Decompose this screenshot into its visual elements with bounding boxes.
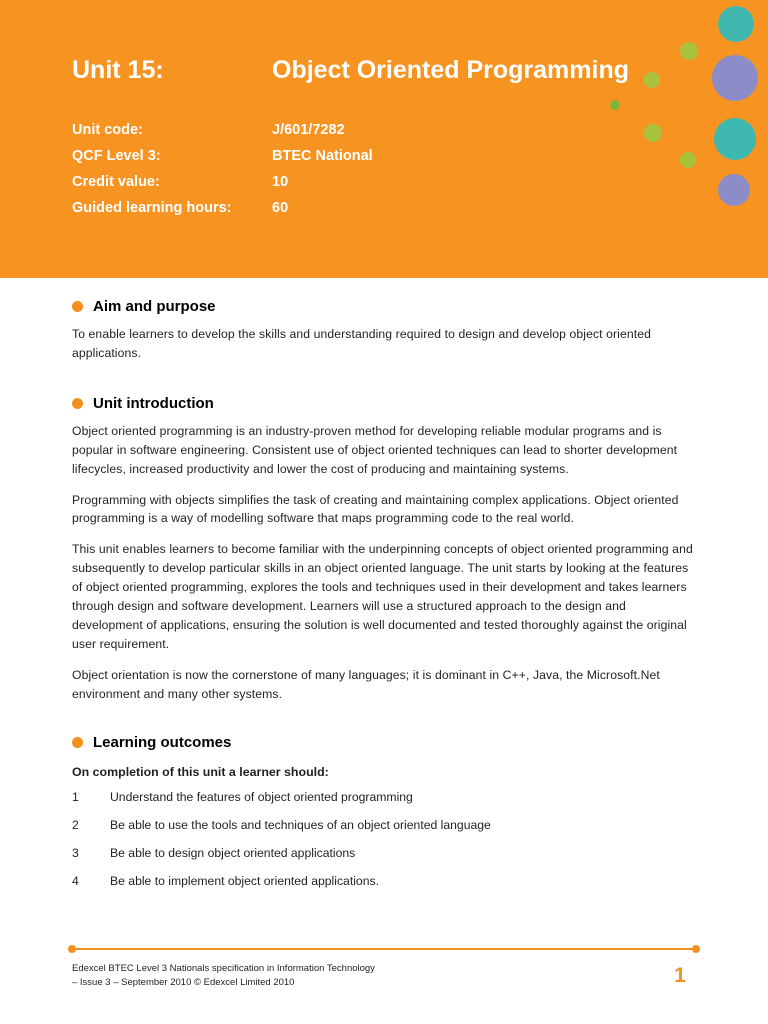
list-item xyxy=(72,873,696,890)
decor-circle-green-5 xyxy=(680,152,696,168)
page-header-banner xyxy=(0,0,768,278)
list-item-text: Be able to implement object oriented applications. xyxy=(110,873,379,888)
introduction-paragraph-1: Object oriented programming is an industry-proven method for developing reliable modular programs and is popular in software engineering. Consistent use of object oriented techniques can lead to shorter development lifecycles, increased productivity and lower the cost of producing and maintaining systems. xyxy=(72,423,678,476)
header-content xyxy=(72,55,672,226)
section-heading-aim-label: Aim and purpose xyxy=(93,298,216,315)
meta-value-credit-value: 10 xyxy=(272,174,289,191)
introduction-paragraph-3: This unit enables learners to become familiar with the underpinning concepts of object oriented programming and subsequently to develop particular skills in an object oriented language. The unit starts by looking at the features of object oriented programming, explores the tools and techniques used in their development and takes learners through design and software development. Learners will use a structured approach to the design and development of applications, ensuring the solution is well documented and tested thoroughly against the original user requirement. xyxy=(72,542,693,651)
list-item xyxy=(72,845,696,862)
list-item-text: Be able to use the tools and techniques of an object oriented language xyxy=(110,817,491,832)
decor-circle-teal-2 xyxy=(714,118,756,160)
unit-number: Unit 15: xyxy=(72,56,164,84)
aim-paragraph-1: To enable learners to develop the skills and understanding required to design and develop object oriented applications. xyxy=(72,327,651,360)
unit-metadata xyxy=(72,122,672,216)
decor-circle-purple-2 xyxy=(718,174,750,206)
footer-text xyxy=(72,962,375,991)
bullet-dot-icon xyxy=(72,301,83,312)
bullet-dot-icon xyxy=(72,398,83,409)
meta-row-unit-code xyxy=(72,122,672,138)
meta-row-qcf-level xyxy=(72,148,672,164)
list-item xyxy=(72,817,696,834)
section-heading-learning-outcomes xyxy=(72,734,768,751)
list-item xyxy=(72,789,696,806)
list-item-text: Understand the features of object oriented programming xyxy=(110,789,413,804)
list-item-text: Be able to design object oriented applications xyxy=(110,845,356,860)
page-body xyxy=(0,278,768,901)
page-footer xyxy=(0,948,768,1024)
meta-row-credit-value xyxy=(72,174,672,190)
meta-label-guided-learning-hours: Guided learning hours: xyxy=(72,200,232,217)
meta-value-guided-learning-hours: 60 xyxy=(272,200,289,217)
section-heading-introduction-label: Unit introduction xyxy=(93,394,214,412)
decor-circle-purple-1 xyxy=(712,55,758,101)
footer-dot-left-icon xyxy=(68,945,76,953)
list-item-number: 1 xyxy=(72,789,79,804)
list-item-number: 4 xyxy=(72,873,79,888)
decor-circle-teal-1 xyxy=(718,6,754,42)
page-title xyxy=(72,55,672,86)
learning-outcomes-list xyxy=(72,789,696,890)
footer-line-2: – Issue 3 – September 2010 © Edexcel Limited 2010 xyxy=(72,977,295,989)
introduction-paragraph-2: Programming with objects simplifies the task of creating and maintaining complex applications. Object oriented programming is a way of modelling software that maps programming code to the real world. xyxy=(72,492,679,526)
footer-line-1: Edexcel BTEC Level 3 Nationals specification in Information Technology xyxy=(72,963,375,974)
unit-title: Object Oriented Programming xyxy=(272,56,630,84)
list-item-number: 3 xyxy=(72,845,79,860)
meta-value-unit-code: J/601/7282 xyxy=(272,122,345,139)
bullet-dot-icon xyxy=(72,737,83,748)
meta-label-qcf-level: QCF Level 3: xyxy=(72,148,161,165)
meta-row-guided-learning-hours xyxy=(72,200,672,216)
introduction-paragraph-4: Object orientation is now the cornerstone of many languages; it is dominant in C++, Java, the Microsoft.Net environment and many other systems. xyxy=(72,667,660,701)
decor-circle-green-1 xyxy=(680,42,698,60)
meta-label-unit-code: Unit code: xyxy=(72,122,143,139)
section-heading-learning-outcomes-label: Learning outcomes xyxy=(93,733,232,751)
meta-label-credit-value: Credit value: xyxy=(72,174,160,191)
section-heading-aim xyxy=(72,298,768,315)
list-item-number: 2 xyxy=(72,817,79,832)
page-number: 1 xyxy=(674,964,686,987)
meta-value-qcf-level: BTEC National xyxy=(272,148,373,165)
learning-outcomes-intro: On completion of this unit a learner should: xyxy=(72,764,329,779)
section-heading-introduction xyxy=(72,395,768,412)
footer-dot-right-icon xyxy=(692,945,700,953)
footer-divider xyxy=(72,948,700,950)
